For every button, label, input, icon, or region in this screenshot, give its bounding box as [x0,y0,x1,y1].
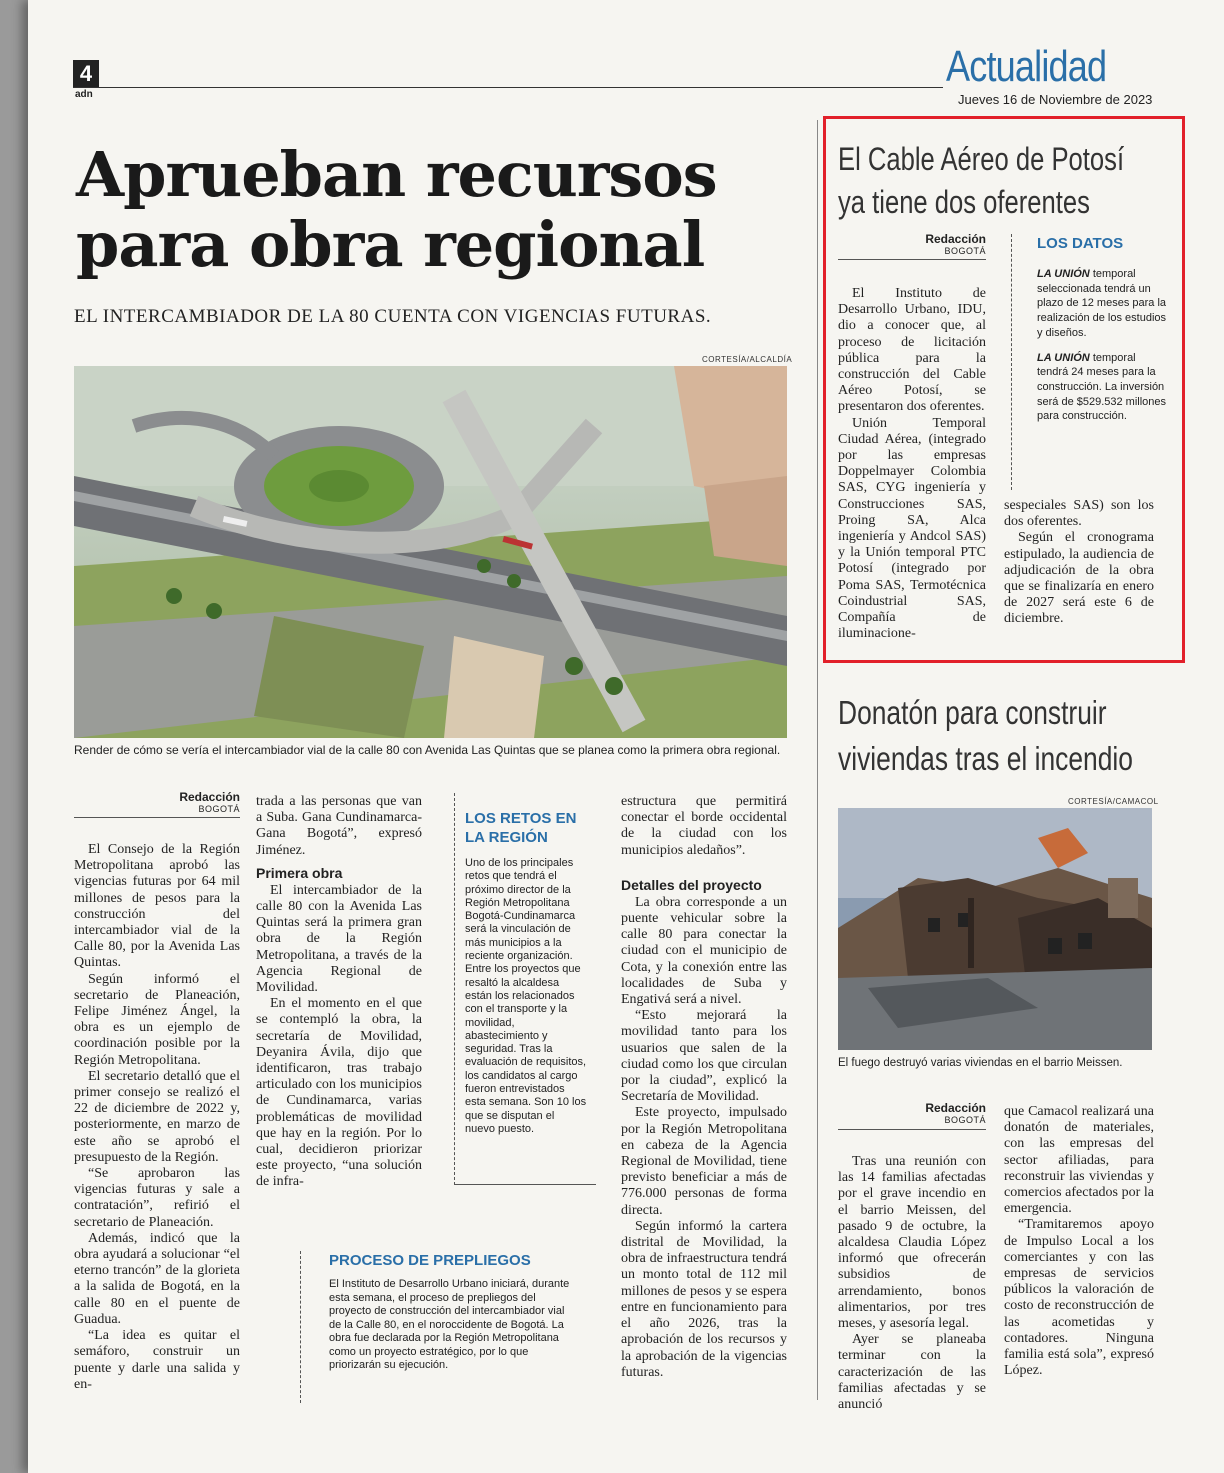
datos-item-1 [1012,253,1167,341]
byline-rule [838,259,986,260]
main-col-1 [74,842,240,1393]
prepliegos-title: PROCESO DE PREPLIEGOS [329,1252,531,1269]
fire-damage-photo [838,808,1152,1050]
paragraph: trada a las personas que van a Suba. Gana Cundinamarca-Gana Bogotá”, expresó Jiménez. [256,794,422,858]
donaton-title [838,690,1133,782]
section-title: Actualidad [946,42,1107,91]
donaton-photo-caption: El fuego destruyó varias viviendas en el barrio Meissen. [838,1057,1123,1069]
retos-title: LOS RETOS EN LA REGIÓN [465,810,577,846]
datos-text: temporal seleccionada tendrá un plazo de 12 meses para la realización de los estudios y diseños. [1037,268,1167,339]
main-subhead: EL INTERCAMBIADOR DE LA 80 CUENTA CON VIGENCIAS FUTURAS. [74,306,712,327]
fire-illustration [838,808,1152,1050]
datos-item-2 [1012,341,1167,425]
paragraph: Unión Temporal Ciudad Aérea, (integrado por las empresas Doppelmayer Colombia SAS, CYG ingeniería y Construcciones SAS, Proing SA, Alca ingeniería y Andcol SAS) y la Unión temporal PTC Potosí (integrado por Poma SAS, Termotécnica Coindustrial SAS, Compañía de iluminacione- [838,415,986,642]
retos-text: Uno de los principales retos que tendrá el próximo director de la Región Metropolitana Bogotá-Cundinamarca será la vinculación de más municipios a la reciente organización. Entre los proyectos que resaltó la alcaldesa están los relacionados con el transporte y la movilidad, abastecimiento y seguridad. Tras la evaluación de requisitos, los candidatos al cargo fueron entrevistados esta semana. Son 10 los que se disputan el nuevo puesto. [465,857,587,1135]
byline-name: Redacción [925,1101,986,1115]
main-col-2 [256,794,422,1191]
paragraph: La obra corresponde a un puente vehicular sobre la calle 80 para conectar la ciudad con el municipio de Cota, y la conexión entre las localidades de Suba y Engativá será a nivel. [621,894,787,1008]
main-col-4 [621,794,787,1381]
byline-city: BOGOTÁ [944,1115,986,1125]
byline-rule [838,1129,986,1130]
main-photo-credit: CORTESÍA/ALCALDÍA [702,355,793,364]
paragraph: “La idea es quitar el semáforo, construir un puente y darle una salida y en- [74,1328,240,1392]
cable-title-line-1: El Cable Aéreo de Potosí [838,141,1125,177]
headline-line-2: para obra regional [76,208,705,281]
brand-logo: adn [75,89,93,100]
paragraph: El secretario detalló que el primer consejo se realizó el 22 de diciembre de 2022 y, posteriormente, en marzo de este año se aprobó el presupuesto de la Región. [74,1068,240,1165]
datos-label: LA UNIÓN [1037,268,1090,280]
paragraph: Según el cronograma estipulado, la audiencia de adjudicación de la obra que se finalizaría en enero de 2027 será este 6 de diciembre. [1004,530,1154,627]
main-byline [74,790,240,814]
headline-line-1: Aprueban recursos [76,138,717,211]
cable-byline [838,232,986,256]
newspaper-page [28,0,1224,1473]
donaton-title-line-2: viviendas tras el incendio [838,740,1133,777]
donaton-col-1 [838,1154,986,1413]
retos-box [454,793,596,1185]
column-separator [817,120,818,1400]
paragraph: Además, indicó que la obra ayudará a solucionar “el eterno trancón” de la glorieta a la salida de Bogotá, en la calle 80 en el puente de Guadua. [74,1230,240,1327]
paragraph: estructura que permitirá conectar el borde occidental de la ciudad con los municipios aledaños”. [621,794,787,858]
paragraph: Según informó el secretario de Planeación, Felipe Jiménez Ángel, la obra es un ejemplo de coordinación posible por la Región Metropolitana. [74,971,240,1068]
datos-box [1011,234,1167,490]
datos-label: LA UNIÓN [1037,351,1090,364]
cable-col-2 [1004,498,1154,628]
paragraph: “Tramitaremos apoyo de Impulso Local a los comerciantes y con las empresas de servicios públicos la valoración de costo de reconstrucción de las acometidas y contadores. Ninguna familia está sola”, expresó López. [1004,1217,1154,1379]
paragraph: En el momento en el que se contempló la obra, la secretaría de Movilidad, Deyanira Ávila, dijo que identificaron, tras trabajo articulado con los municipios de Cundinamarca, varias problemáticas de movilidad que hay en la región. Por lo cual, decidieron priorizar este proyecto, “una solución de infra- [256,996,422,1190]
datos-title: LOS DATOS [1037,235,1124,252]
interchange-render-photo [74,366,787,738]
paragraph: “Se aprobaron las vigencias futuras y sale a contratación”, refirió el secretario de Planeación. [74,1166,240,1230]
paragraph: El Consejo de la Región Metropolitana aprobó las vigencias futuras por 64 mil millones de pesos para la construcción del intercambiador vial de la Calle 80, por la Avenida Las Quintas. [74,842,240,971]
interchange-illustration [74,366,787,738]
datos-text: temporal tendrá 24 meses para la construcción. La inversión será de $529.532 millones para construcción. [1037,351,1167,423]
donaton-col-2 [1004,1104,1154,1379]
donaton-byline [838,1101,986,1125]
byline-city: BOGOTÁ [944,246,986,256]
cable-col-1 [838,286,986,642]
byline-name: Redacción [925,232,986,246]
main-headline [76,140,776,280]
cable-title [838,138,1124,224]
prepliegos-text: El Instituto de Desarrollo Urbano iniciará, durante esta semana, el proceso de prepliegos del proyecto de construcción del intercambiador vial de la Calle 80, en el noroccidente de Bogotá. La obra fue declarada por la Región Metropolitana como un proyecto estratégico, por lo que priorizarán su ejecución. [329,1278,570,1371]
paragraph: sespeciales SAS) son los dos oferentes. [1004,498,1154,530]
subheading-detalles: Detalles del proyecto [621,876,762,893]
byline-city: BOGOTÁ [198,804,240,814]
paragraph: Este proyecto, impulsado por la Región Metropolitana en cabeza de la Agencia Regional de Movilidad, tiene previsto beneficiar a más de 776.000 personas de forma directa. [621,1105,787,1218]
paragraph: El intercambiador de la calle 80 con la Avenida Las Quintas será la primera gran obra de la Región Metropolitana, a través de la Agencia Regional de Movilidad. [256,882,422,996]
subheading-primera-obra: Primera obra [256,864,343,881]
paragraph: que Camacol realizará una donatón de materiales, con las empresas del sector afiliadas, para reconstruir las viviendas y comercios afectados por la emergencia. [1004,1104,1154,1217]
paragraph: El Instituto de Desarrollo Urbano, IDU, dio a conocer que, al proceso de licitación pública para la construcción del Cable Aéreo Potosí, se presentaron dos oferentes. [838,286,986,415]
cable-title-line-2: ya tiene dos oferentes [838,184,1090,220]
paragraph: Tras una reunión con las 14 familias afectadas por el grave incendio en el barrio Meissen, del pasado 9 de octubre, la alcaldesa Claudia López informó que ofrecerán subsidios de arrendamiento, bonos alimentarios, por tres meses, y asesoría legal. [838,1154,986,1332]
main-photo-caption: Render de cómo se vería el intercambiador vial de la calle 80 con Avenida Las Quintas que se planea como la primera obra regional. [74,743,781,757]
prepliegos-box [300,1251,586,1403]
byline-name: Redacción [179,790,240,804]
page-number: 4 [73,60,99,88]
donaton-title-line-1: Donatón para construir [838,694,1107,731]
paragraph: “Esto mejorará la movilidad tanto para los usuarios que salen de la ciudad como los que circulan por la ciudad”, explicó la Secretaría de Movilidad. [621,1008,787,1105]
byline-rule [74,817,240,818]
donaton-photo-credit: CORTESÍA/CAMACOL [1068,797,1159,806]
paragraph: Según informó la cartera distrital de Movilidad, la obra de infraestructura tendrá un monto total de 112 mil millones de pesos y se espera entre en funcionamiento para el año 2026, tras la aprobación de los recursos y la aprobación de la vigencias futuras. [621,1218,787,1380]
issue-date: Jueves 16 de Noviembre de 2023 [958,92,1153,107]
paragraph: Ayer se planeaba terminar con la caracterización de las familias afectadas y se anunció [838,1332,986,1413]
header-rule [73,87,943,88]
